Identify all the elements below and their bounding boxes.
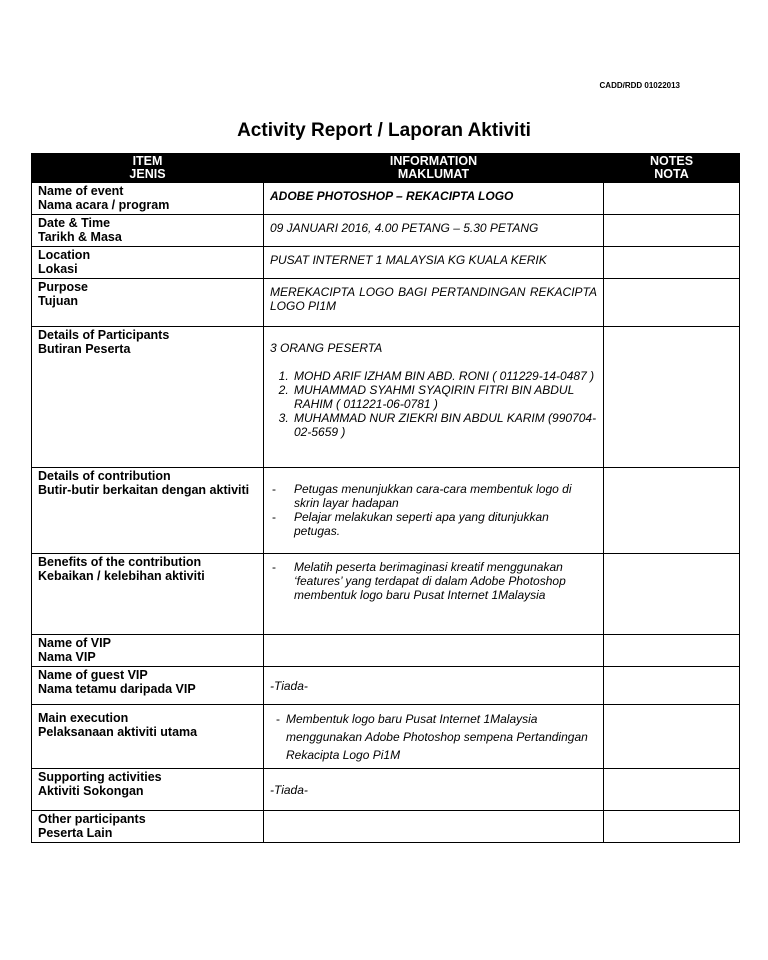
list-item: - Melatih peserta berimaginasi kreatif menggunakan ‘features’ yang terdapat di dalam Adobe Photoshop membentuk logo baru Pusat Internet 1Malaysia — [270, 560, 597, 602]
value-event: ADOBE PHOTOSHOP – REKACIPTA LOGO — [264, 183, 604, 215]
participant-count: 3 ORANG PESERTA — [270, 341, 383, 355]
list-item: 3. MUHAMMAD NUR ZIEKRI BIN ABDUL KARIM (990704-02-5659 ) — [292, 411, 597, 439]
table-row-datetime — [32, 215, 740, 247]
table-row-other — [32, 811, 740, 843]
table-row-event — [32, 183, 740, 215]
label-ms: Aktiviti Sokongan — [38, 784, 144, 798]
table-row-contribution — [32, 468, 740, 554]
table-row-participants — [32, 327, 740, 468]
table-row-benefits — [32, 554, 740, 635]
page-title: Activity Report / Laporan Aktiviti — [237, 120, 531, 141]
label-en: Other participants — [38, 812, 146, 826]
label-en: Details of Participants — [38, 328, 170, 342]
label-vip — [32, 635, 264, 667]
value-location: PUSAT INTERNET 1 MALAYSIA KG KUALA KERIK — [264, 247, 604, 279]
header-info-en: INFORMATION — [389, 154, 478, 168]
header-notes-en: NOTES — [649, 154, 694, 168]
label-ms: Kebaikan / kelebihan aktiviti — [38, 569, 205, 583]
header-notes-ms: NOTA — [654, 167, 689, 181]
table-row-supporting — [32, 769, 740, 811]
notes-supporting — [604, 769, 740, 811]
value-vip — [264, 635, 604, 667]
header-item-ms: JENIS — [129, 167, 166, 181]
header-item — [32, 154, 264, 183]
table-row-purpose — [32, 279, 740, 327]
label-ms: Nama acara / program — [38, 198, 170, 212]
document-reference: CADD/RDD 01022013 — [599, 81, 680, 90]
notes-other — [604, 811, 740, 843]
notes-contribution — [604, 468, 740, 554]
label-contribution — [32, 468, 264, 554]
notes-event — [604, 183, 740, 215]
label-ms: Tujuan — [38, 294, 79, 308]
header-notes — [604, 154, 740, 183]
value-datetime: 09 JANUARI 2016, 4.00 PETANG – 5.30 PETANG — [264, 215, 604, 247]
label-en: Name of VIP — [38, 636, 111, 650]
benefits-list — [270, 560, 597, 602]
label-event — [32, 183, 264, 215]
list-item: - Pelajar melakukan seperti apa yang ditunjukkan petugas. — [270, 510, 597, 538]
label-location — [32, 247, 264, 279]
notes-main-execution — [604, 705, 740, 769]
label-ms: Butir-butir berkaitan dengan aktiviti — [38, 483, 250, 497]
label-main-execution — [32, 705, 264, 769]
header-info-ms: MAKLUMAT — [397, 167, 470, 181]
contribution-list — [270, 482, 597, 538]
label-en: Details of contribution — [38, 469, 171, 483]
table-row-location — [32, 247, 740, 279]
label-en: Date & Time — [38, 216, 111, 230]
label-ms: Butiran Peserta — [38, 342, 131, 356]
label-ms: Nama VIP — [38, 650, 96, 664]
label-en: Supporting activities — [38, 770, 162, 784]
value-contribution — [264, 468, 604, 554]
list-item: - Membentuk logo baru Pusat Internet 1Malaysia menggunakan Adobe Photoshop sempena Pertandingan Rekacipta Logo Pi1M — [270, 710, 597, 764]
label-en: Benefits of the contribution — [38, 555, 202, 569]
notes-vip — [604, 635, 740, 667]
value-other — [264, 811, 604, 843]
header-information — [264, 154, 604, 183]
notes-benefits — [604, 554, 740, 635]
list-item: - Petugas menunjukkan cara-cara membentuk logo di skrin layar hadapan — [270, 482, 597, 510]
table-header-row — [32, 154, 740, 183]
value-participants — [264, 327, 604, 468]
value-guest-vip: -Tiada- — [264, 667, 604, 705]
label-ms: Nama tetamu daripada VIP — [38, 682, 196, 696]
header-item-en: ITEM — [132, 154, 163, 168]
notes-datetime — [604, 215, 740, 247]
label-datetime — [32, 215, 264, 247]
main-execution-list — [270, 710, 597, 764]
label-ms: Peserta Lain — [38, 826, 113, 840]
label-en: Name of guest VIP — [38, 668, 148, 682]
label-purpose — [32, 279, 264, 327]
label-en: Name of event — [38, 184, 124, 198]
label-benefits — [32, 554, 264, 635]
notes-purpose — [604, 279, 740, 327]
table-row-main-execution — [32, 705, 740, 769]
activity-report-table — [31, 153, 740, 843]
value-supporting: -Tiada- — [264, 769, 604, 811]
label-ms: Tarikh & Masa — [38, 230, 122, 244]
value-benefits — [264, 554, 604, 635]
label-en: Purpose — [38, 280, 89, 294]
notes-participants — [604, 327, 740, 468]
label-supporting — [32, 769, 264, 811]
value-purpose: MEREKACIPTA LOGO BAGI PERTANDINGAN REKACIPTA LOGO PI1M — [264, 279, 604, 327]
table-row-guest-vip — [32, 667, 740, 705]
list-item: 2. MUHAMMAD SYAHMI SYAQIRIN FITRI BIN ABDUL RAHIM ( 011221-06-0781 ) — [292, 383, 597, 411]
notes-location — [604, 247, 740, 279]
label-en: Location — [38, 248, 91, 262]
label-en: Main execution — [38, 711, 129, 725]
notes-guest-vip — [604, 667, 740, 705]
label-other — [32, 811, 264, 843]
label-ms: Lokasi — [38, 262, 78, 276]
label-participants — [32, 327, 264, 468]
label-ms: Pelaksanaan aktiviti utama — [38, 725, 198, 739]
list-item: 1. MOHD ARIF IZHAM BIN ABD. RONI ( 011229-14-0487 ) — [292, 369, 597, 383]
table-row-vip — [32, 635, 740, 667]
label-guest-vip — [32, 667, 264, 705]
participant-list — [270, 369, 597, 439]
value-main-execution — [264, 705, 604, 769]
